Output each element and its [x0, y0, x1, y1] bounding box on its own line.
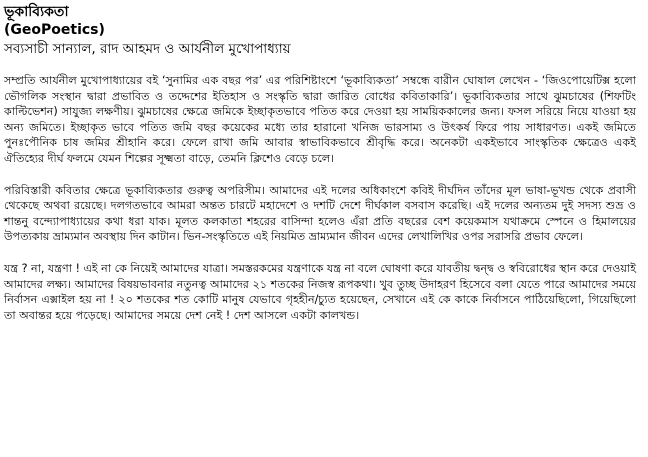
paragraph-3: যন্ত্র ? না, যন্ত্রণা ! এই না কে নিয়েই আমাদের যাত্রা। সমস্তরকমের যন্ত্রণাকে যন্ত্র না বলে ঘোষণা করে যাবতীয় দ্বন্দ্ব ও স্ববিরোধের স্থান করে দেওয়াই আমাদের লক্ষ্য। আমাদের বিষয়ভাবনার নতুনত্ব আমাদের ২১ শতকের নিজস্ব রূপকথা। খুব তুচ্ছ উদাহরণ হিসেবে বলা যেতে পারে আমাদের সময়ে নির্বাসন এক্সাইল হয় না ! ২০ শতকের শত কোটি মানুষ যেভাবে গৃহহীন/চ্যুত হয়েছেন, সেখানে এই কে কাকে নির্বাসনে পাঠিয়েছিলো, গিয়েছিলো তা অবান্তর হয়ে পড়েছে। আমাদের সময়ে দেশ নেই ! দেশ আসলে একটা কালখন্ড।: [4, 261, 636, 322]
document-authors: সব্যসাচী সান্যাল, রাদ আহমদ ও আর্যনীল মুখোপাধ্যায়: [4, 41, 291, 57]
document-title: ভূকাব্যিকতা: [4, 4, 69, 20]
paragraph-2: পরিবিস্তারী কবিতার ক্ষেত্রে ভূকাব্যিকতার গুরুত্ব অপরিসীম। আমাদের এই দলের অধিকাংশে কবিই দীর্ঘদিন তাঁদের মূল ভাষা-ভূখন্ড থেকে প্রবাসী থেকেছে অথবা রয়েছে। দলগতভাবে আমরা অন্তত চারটে মহাদেশে ও দশটি দেশে দীর্ঘকাল বসবাস করেছি। এই দলের অন্যতম দুই সদস্য শুভ্র ও শান্তনু বন্দ্যোপাধ্যায়ের কথা ধরা যাক। মূলত কলকাতা শহরের বাসিন্দা হলেও এঁরা প্রতি বছরের বেশ কয়েকমাস যথাক্রমে স্পেনে ও হিমালয়ের উপত্যকায় ভ্রাম্যমান অবস্থায় দিন কাটান। ভিন-সংস্কৃতিতে এই নিয়মিত ভ্রাম্যমান জীবন এদের লেখালিখির ওপর সরাসরি প্রভাব ফেলে।: [4, 183, 636, 244]
paragraph-1: সম্প্রতি আর্যনীল মুখোপাধ্যায়ের বই ‘সুনামির এক বছর পর’ এর পরিশিষ্টাংশে ‘ভূকাব্যিকতা’ সম্বন্ধে বারীন ঘোষাল লেখেন - ‘জিওপোয়েটিক্স হলো ভৌগলিক সংস্থান দ্বারা প্রভাবিত ও তদ্দেশের ইতিহাস ও সংস্কৃতি দ্বারা জারিত বোধের কবিতাকারি’। ভূকাব্যিকতার সাথে ঝুমচাষের (শিফটিং কাল্টিভেশন) সাযুজ্য লক্ষণীয়। ঝুমচাষের ক্ষেত্রে জমিকে ইচ্ছাকৃতভাবে পতিত করে দেওয়া হয় সাময়িককালের জন্য। ফসল সরিয়ে নিয়ে যাওয়া হয় অন্য জমিতে। ইচ্ছাকৃত ভাবে পতিত জমি বছর কয়েকের মধ্যে তার হারানো খনিজ ভারসাম্য ও উৎকর্ষ ফিরে পায় সাধারণত। একই জমিতে পুনঃপৌনিক চাষ জমির শ্রীহানি করে। ফেলে রাখা জমি আবার স্বাভাবিকভাবে শ্রীবৃদ্ধি করে। অনেকটা একইভাবে সাংস্কৃতিক ক্ষেত্রেও একই ঐতিহ্যের দীর্ঘ ফলমে যেমন শিল্পের সূক্ষ্মতা বাড়ে, তেমনি ক্লিশেও বেড়ে চলে।: [4, 74, 636, 165]
document-subtitle: (GeoPoetics): [4, 22, 105, 38]
